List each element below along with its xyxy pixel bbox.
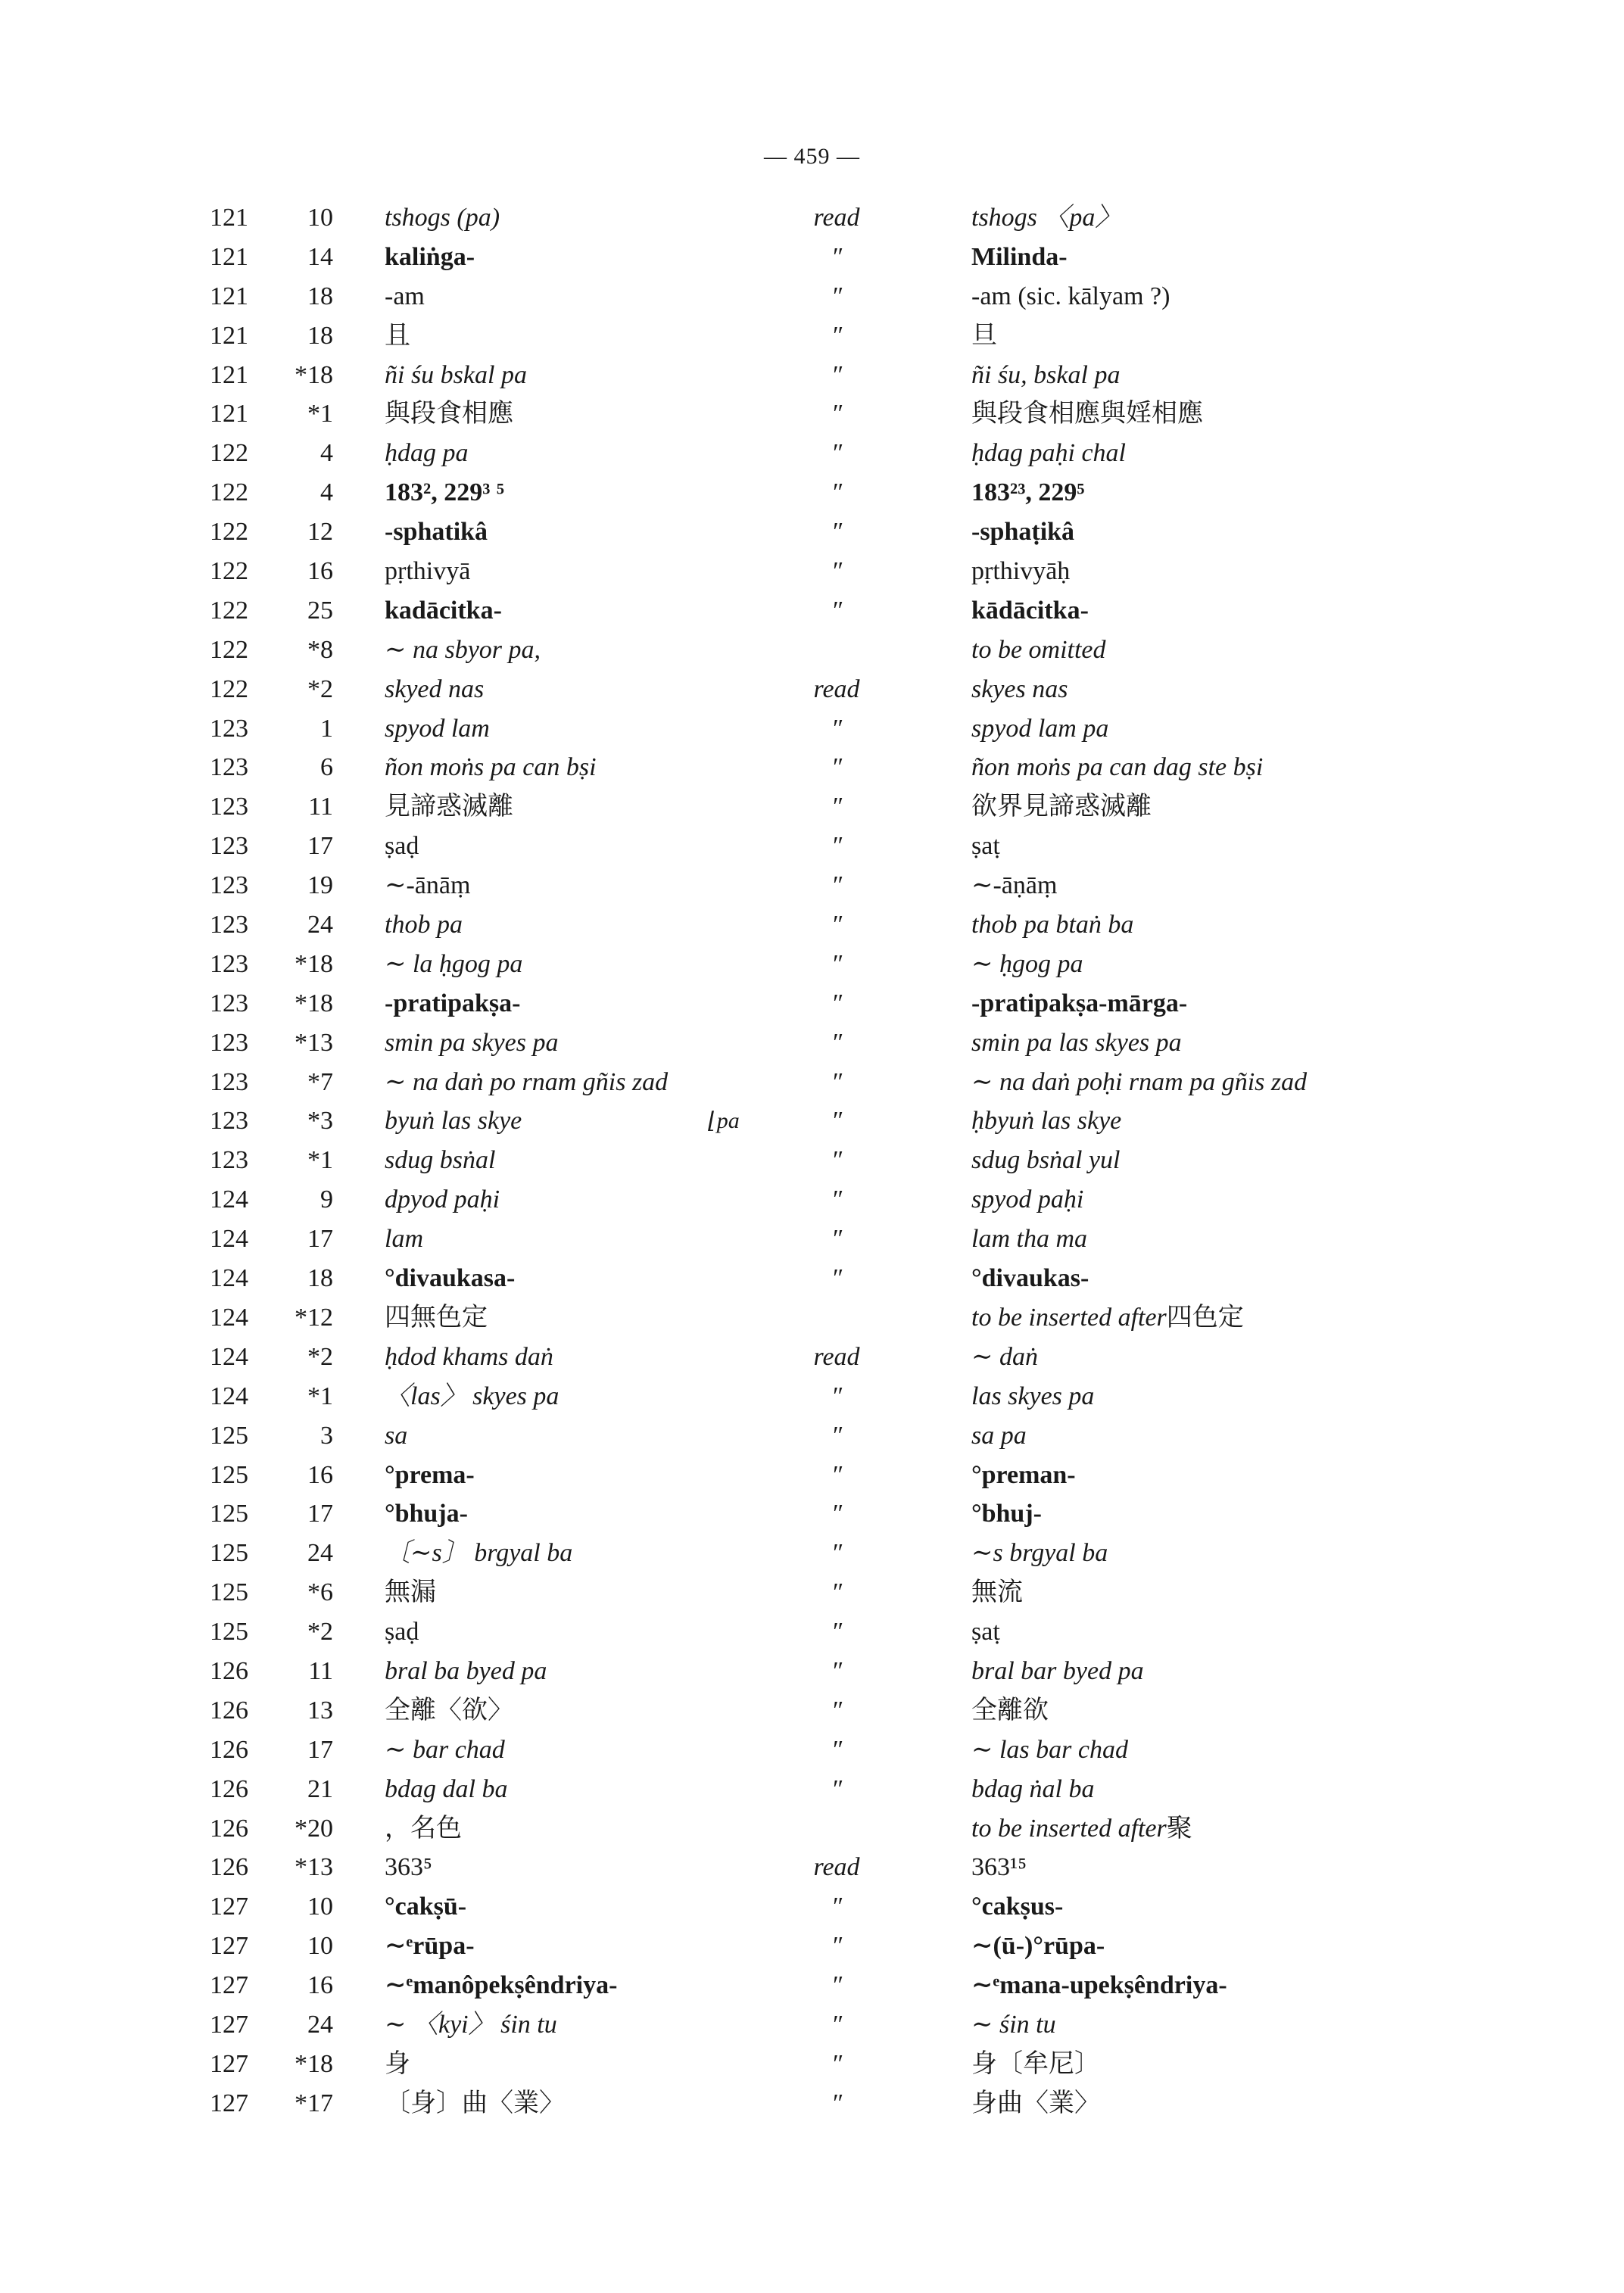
line-ref: 9 <box>320 1185 333 1214</box>
line-ref: *8 <box>307 635 333 664</box>
corrected-text: las skyes pa <box>971 1382 1095 1410</box>
read-mark: ″ <box>831 1578 843 1607</box>
line-ref: *18 <box>295 360 333 389</box>
original-text: lam <box>385 1225 423 1254</box>
line-ref: 14 <box>307 242 333 271</box>
line-ref: *18 <box>295 989 333 1017</box>
line-ref: 16 <box>307 1971 333 2000</box>
errata-row <box>0 1259 1624 1298</box>
original-text: -am <box>385 282 425 310</box>
read-mark: ″ <box>831 714 843 743</box>
page-ref: 122 <box>210 596 248 625</box>
read-mark: read <box>813 204 860 232</box>
errata-row <box>0 1456 1624 1495</box>
errata-row <box>0 1377 1624 1416</box>
page-ref: 123 <box>210 832 248 861</box>
page-ref: 122 <box>210 557 248 586</box>
page-ref: 121 <box>210 321 248 350</box>
original-text: sdug bsṅal <box>385 1146 496 1175</box>
original-text: 且 <box>385 321 410 350</box>
original-text: kadācitka- <box>385 596 502 625</box>
original-text: 〔身〕曲〈業〉 <box>385 2089 565 2117</box>
insertion-target: 四色定 <box>1166 1303 1244 1332</box>
corrected-text: 欲界見諦惑滅離 <box>971 793 1152 821</box>
line-ref: *7 <box>307 1067 333 1096</box>
line-ref: 3 <box>320 1421 333 1450</box>
errata-row <box>0 1691 1624 1731</box>
original-text: ∼ na daṅ po rnam gñis zad <box>385 1067 669 1096</box>
original-text: ，名色 <box>385 1814 462 1843</box>
original-text: 身 <box>385 2049 410 2078</box>
line-ref: *18 <box>295 2049 333 2078</box>
original-text: -sphatikâ <box>385 518 488 547</box>
original-text: dpyod paḥi <box>385 1185 500 1214</box>
line-ref: 18 <box>307 321 333 350</box>
errata-row <box>0 787 1624 827</box>
read-mark: ″ <box>831 1107 843 1136</box>
errata-row <box>0 1416 1624 1456</box>
line-ref: *6 <box>307 1578 333 1607</box>
original-text: ∼ bar chad <box>385 1735 505 1764</box>
corrected-text: sa pa <box>971 1421 1027 1450</box>
errata-row <box>0 1848 1624 1887</box>
read-mark: ″ <box>831 242 843 271</box>
read-mark: ″ <box>831 911 843 939</box>
read-mark: ″ <box>831 321 843 350</box>
original-text: thob pa <box>385 911 463 939</box>
read-mark: ″ <box>831 400 843 428</box>
page-ref: 127 <box>210 2089 248 2117</box>
corrected-text: ḥdag paḥi chal <box>971 439 1126 468</box>
line-ref: 18 <box>307 282 333 310</box>
read-mark: ″ <box>831 1067 843 1096</box>
original-text: ∼-ānāṃ <box>385 871 471 900</box>
read-mark: ″ <box>831 1893 843 1921</box>
line-ref: 10 <box>307 1932 333 1961</box>
page-ref: 127 <box>210 2010 248 2039</box>
line-ref: *2 <box>307 675 333 703</box>
corrected-text: 旦 <box>971 321 997 350</box>
errata-row <box>0 945 1624 984</box>
corrected-text: 身〔牟尼〕 <box>971 2049 1100 2078</box>
errata-row <box>0 473 1624 512</box>
corrected-text: ñi śu, bskal pa <box>971 360 1121 389</box>
read-mark: ″ <box>831 2089 843 2117</box>
corrected-text: ṣaṭ <box>971 832 1000 861</box>
errata-row <box>0 2005 1624 2045</box>
corrected-text: ḥbyuṅ las skye <box>971 1107 1122 1136</box>
corrected-text: pṛthivyāḥ <box>971 557 1071 586</box>
original-text: °bhuja- <box>385 1500 468 1528</box>
page-ref: 125 <box>210 1618 248 1647</box>
errata-table <box>0 198 1624 2123</box>
page-ref: 124 <box>210 1264 248 1293</box>
corrected-text: Milinda- <box>971 242 1068 271</box>
page-ref: 123 <box>210 949 248 978</box>
errata-row <box>0 827 1624 866</box>
line-ref: 1 <box>320 714 333 743</box>
original-text: ∼ 〈kyi〉 śin tu <box>385 2010 557 2039</box>
errata-row <box>0 552 1624 591</box>
errata-row <box>0 2045 1624 2084</box>
page-number: — 459 — <box>764 144 860 169</box>
read-mark: read <box>813 675 860 703</box>
errata-row <box>0 1809 1624 1849</box>
page-ref: 126 <box>210 1814 248 1843</box>
original-text: 183², 229³ ⁵ <box>385 478 505 507</box>
errata-row <box>0 905 1624 945</box>
errata-row <box>0 1220 1624 1259</box>
page-ref: 122 <box>210 675 248 703</box>
corrected-text: -am (sic. kālyam ?) <box>971 282 1170 310</box>
original-text: ṣaḍ <box>385 832 419 861</box>
line-ref: *13 <box>295 1853 333 1882</box>
read-mark: ″ <box>831 1656 843 1685</box>
corrected-text: to be inserted after 聚 <box>971 1809 1167 1849</box>
line-ref: *2 <box>307 1618 333 1647</box>
original-text: 全離〈欲〉 <box>385 1696 513 1724</box>
continuation-cue: ⌊pa <box>708 1108 740 1134</box>
read-mark: ″ <box>831 1932 843 1961</box>
page-ref: 127 <box>210 1893 248 1921</box>
original-text: sa <box>385 1421 408 1450</box>
original-text: ṣaḍ <box>385 1618 419 1647</box>
line-ref: 25 <box>307 596 333 625</box>
errata-row <box>0 591 1624 631</box>
corrected-text: °divaukas- <box>971 1264 1089 1293</box>
corrected-text: °cakṣus- <box>971 1893 1064 1921</box>
page-ref: 122 <box>210 478 248 507</box>
read-mark: ″ <box>831 282 843 310</box>
corrected-text: 363¹⁵ <box>971 1853 1027 1882</box>
errata-row <box>0 434 1624 473</box>
page-ref: 124 <box>210 1342 248 1371</box>
line-ref: *17 <box>295 2089 333 2117</box>
errata-row <box>0 1063 1624 1102</box>
original-text: ∼ na sbyor pa, <box>385 635 541 664</box>
line-ref: 21 <box>307 1774 333 1803</box>
original-text: bdag dal ba <box>385 1774 508 1803</box>
page-ref: 121 <box>210 242 248 271</box>
read-mark: ″ <box>831 1500 843 1528</box>
page-ref: 122 <box>210 635 248 664</box>
original-text: ñi śu bskal pa <box>385 360 527 389</box>
read-mark: ″ <box>831 1460 843 1489</box>
errata-row <box>0 1573 1624 1612</box>
read-mark: ″ <box>831 1696 843 1724</box>
corrected-text: 身曲〈業〉 <box>971 2089 1100 2117</box>
read-mark: ″ <box>831 1774 843 1803</box>
errata-row <box>0 277 1624 316</box>
read-mark: ″ <box>831 871 843 900</box>
line-ref: 11 <box>308 793 333 821</box>
read-mark: ″ <box>831 793 843 821</box>
read-mark: ″ <box>831 1971 843 2000</box>
errata-row <box>0 1141 1624 1180</box>
read-mark: ″ <box>831 1421 843 1450</box>
errata-row <box>0 1298 1624 1338</box>
line-ref: 6 <box>320 753 333 782</box>
line-ref: 13 <box>307 1696 333 1724</box>
line-ref: *18 <box>295 949 333 978</box>
corrected-text: 與段食相應與婬相應 <box>971 400 1203 428</box>
corrected-text: ∼ śin tu <box>971 2010 1056 2039</box>
corrected-text: spyod paḥi <box>971 1185 1084 1214</box>
line-ref: 11 <box>308 1656 333 1685</box>
corrected-text: thob pa btaṅ ba <box>971 911 1134 939</box>
corrected-text: 無流 <box>971 1578 1023 1607</box>
original-text: kaliṅga- <box>385 242 475 271</box>
corrected-text: °preman- <box>971 1460 1076 1489</box>
read-mark: ″ <box>831 1539 843 1568</box>
errata-row <box>0 866 1624 905</box>
corrected-text: ∼ las bar chad <box>971 1735 1128 1764</box>
page-ref: 126 <box>210 1656 248 1685</box>
read-mark: ″ <box>831 1735 843 1764</box>
read-mark: ″ <box>831 518 843 547</box>
line-ref: 4 <box>320 439 333 468</box>
errata-row <box>0 1494 1624 1534</box>
corrected-text: ñon moṅs pa can dag ste bṣi <box>971 753 1264 782</box>
errata-row <box>0 709 1624 749</box>
page-ref: 123 <box>210 1107 248 1136</box>
corrected-text: sdug bsṅal yul <box>971 1146 1121 1175</box>
page-ref: 125 <box>210 1421 248 1450</box>
page-ref: 124 <box>210 1382 248 1410</box>
errata-row <box>0 1101 1624 1141</box>
original-text: ḥdag pa <box>385 439 469 468</box>
line-ref: 4 <box>320 478 333 507</box>
original-text: -pratipakṣa- <box>385 989 521 1017</box>
errata-row <box>0 356 1624 395</box>
original-text: 與段食相應 <box>385 400 513 428</box>
read-mark: ″ <box>831 753 843 782</box>
read-mark: ″ <box>831 949 843 978</box>
errata-row <box>0 512 1624 552</box>
page-ref: 123 <box>210 714 248 743</box>
page-ref: 127 <box>210 1971 248 2000</box>
line-ref: *12 <box>295 1303 333 1332</box>
read-mark: ″ <box>831 2010 843 2039</box>
original-text: °divaukasa- <box>385 1264 516 1293</box>
original-text: spyod lam <box>385 714 490 743</box>
line-ref: 18 <box>307 1264 333 1293</box>
corrected-text: ∼(ū-)°rūpa- <box>971 1932 1105 1961</box>
errata-row <box>0 198 1624 238</box>
line-ref: *1 <box>307 400 333 428</box>
read-mark: read <box>813 1342 860 1371</box>
corrected-text: to be inserted after 四色定 <box>971 1298 1167 1338</box>
corrected-text: spyod lam pa <box>971 714 1109 743</box>
original-text: ñon moṅs pa can bṣi <box>385 753 597 782</box>
corrected-text: lam tha ma <box>971 1225 1087 1254</box>
original-text: bral ba byed pa <box>385 1656 547 1685</box>
line-ref: 12 <box>307 518 333 547</box>
read-mark: ″ <box>831 1264 843 1293</box>
line-ref: *13 <box>295 1028 333 1057</box>
line-ref: *1 <box>307 1382 333 1410</box>
corrected-text: smin pa las skyes pa <box>971 1028 1182 1057</box>
line-ref: *20 <box>295 1814 333 1843</box>
read-mark: ″ <box>831 2049 843 2078</box>
original-text: tshogs (pa) <box>385 204 500 232</box>
read-mark: ″ <box>831 1185 843 1214</box>
page-ref: 121 <box>210 282 248 310</box>
line-ref: 16 <box>307 1460 333 1489</box>
read-mark: ″ <box>831 360 843 389</box>
line-ref: 17 <box>307 1225 333 1254</box>
original-text: byuṅ las skye <box>385 1107 522 1136</box>
corrected-text: ∼ daṅ <box>971 1342 1038 1371</box>
corrected-text: tshogs 〈pa〉 <box>971 204 1121 232</box>
page-ref: 121 <box>210 400 248 428</box>
page-ref: 122 <box>210 518 248 547</box>
page-ref: 123 <box>210 871 248 900</box>
errata-row <box>0 1180 1624 1220</box>
page-ref: 124 <box>210 1185 248 1214</box>
original-text: 四無色定 <box>385 1303 488 1332</box>
line-ref: 17 <box>307 832 333 861</box>
page-ref: 126 <box>210 1735 248 1764</box>
page-ref: 125 <box>210 1578 248 1607</box>
read-mark: ″ <box>831 1382 843 1410</box>
errata-row <box>0 1338 1624 1377</box>
page-ref: 126 <box>210 1696 248 1724</box>
page-ref: 123 <box>210 1028 248 1057</box>
page-ref: 124 <box>210 1303 248 1332</box>
original-text: skyed nas <box>385 675 485 703</box>
line-ref: 24 <box>307 2010 333 2039</box>
page-ref: 122 <box>210 439 248 468</box>
corrected-text: to be omitted <box>971 635 1106 664</box>
corrected-text: ∼-āṇāṃ <box>971 871 1058 900</box>
errata-row <box>0 238 1624 277</box>
errata-row <box>0 1927 1624 1966</box>
line-ref: 10 <box>307 1893 333 1921</box>
read-mark: ″ <box>831 439 843 468</box>
original-text: ∼ᵉrūpa- <box>385 1932 475 1961</box>
original-text: °cakṣū- <box>385 1893 467 1921</box>
errata-row <box>0 2084 1624 2123</box>
original-text: 363⁵ <box>385 1853 432 1882</box>
errata-row <box>0 984 1624 1023</box>
corrected-text: kādācitka- <box>971 596 1089 625</box>
errata-row <box>0 1770 1624 1809</box>
corrected-text: bral bar byed pa <box>971 1656 1144 1685</box>
original-text: ḥdod khams daṅ <box>385 1342 553 1371</box>
errata-row <box>0 1887 1624 1927</box>
read-mark: ″ <box>831 1028 843 1057</box>
read-mark: ″ <box>831 557 843 586</box>
read-mark: read <box>813 1853 860 1882</box>
read-mark: ″ <box>831 1618 843 1647</box>
errata-row <box>0 748 1624 787</box>
line-ref: 24 <box>307 911 333 939</box>
corrected-text: °bhuj- <box>971 1500 1042 1528</box>
line-ref: 24 <box>307 1539 333 1568</box>
page-ref: 125 <box>210 1539 248 1568</box>
corrected-text: 全離欲 <box>971 1696 1049 1724</box>
page-ref: 127 <box>210 1932 248 1961</box>
insertion-target: 聚 <box>1166 1814 1192 1843</box>
page-ref: 125 <box>210 1460 248 1489</box>
read-mark: ″ <box>831 989 843 1017</box>
original-text: 無漏 <box>385 1578 436 1607</box>
line-ref: *3 <box>307 1107 333 1136</box>
corrected-text: ∼ᵉmana-upekṣêndriya- <box>971 1971 1227 2000</box>
line-ref: 17 <box>307 1500 333 1528</box>
errata-row <box>0 1023 1624 1063</box>
original-text: ∼ᵉmanôpekṣêndriya- <box>385 1971 618 2000</box>
page-ref: 127 <box>210 2049 248 2078</box>
original-text: ∼ la ḥgog pa <box>385 949 523 978</box>
errata-row <box>0 631 1624 670</box>
page-ref: 123 <box>210 793 248 821</box>
read-mark: ″ <box>831 478 843 507</box>
errata-row <box>0 1612 1624 1652</box>
errata-row <box>0 394 1624 434</box>
read-mark: ″ <box>831 596 843 625</box>
errata-row <box>0 1652 1624 1691</box>
read-mark: ″ <box>831 832 843 861</box>
line-ref: *2 <box>307 1342 333 1371</box>
errata-row <box>0 1731 1624 1770</box>
corrected-text: -sphaṭikâ <box>971 518 1075 547</box>
corrected-text: ∼s brgyal ba <box>971 1539 1108 1568</box>
page-ref: 123 <box>210 1067 248 1096</box>
original-text: 見諦惑滅離 <box>385 793 513 821</box>
corrected-text: 183²³, 229⁵ <box>971 478 1085 507</box>
page-ref: 123 <box>210 1146 248 1175</box>
page-ref: 126 <box>210 1853 248 1882</box>
corrected-text: ∼ ḥgog pa <box>971 949 1083 978</box>
line-ref: 10 <box>307 204 333 232</box>
page-ref: 126 <box>210 1774 248 1803</box>
original-text: °prema- <box>385 1460 475 1489</box>
line-ref: 19 <box>307 871 333 900</box>
corrected-text: ṣaṭ <box>971 1618 1000 1647</box>
page-ref: 125 <box>210 1500 248 1528</box>
read-mark: ″ <box>831 1225 843 1254</box>
read-mark: ″ <box>831 1146 843 1175</box>
line-ref: 17 <box>307 1735 333 1764</box>
corrected-text: -pratipakṣa-mārga- <box>971 989 1188 1017</box>
original-text: 〔∼s〕 brgyal ba <box>385 1539 573 1568</box>
page-ref: 121 <box>210 360 248 389</box>
errata-row <box>0 1966 1624 2005</box>
original-text: 〈las〉 skyes pa <box>385 1382 560 1410</box>
page-ref: 123 <box>210 911 248 939</box>
corrected-text: ∼ na daṅ poḥi rnam pa gñis zad <box>971 1067 1308 1096</box>
page-ref: 121 <box>210 204 248 232</box>
original-text: pṛthivyā <box>385 557 471 586</box>
line-ref: *1 <box>307 1146 333 1175</box>
page-ref: 123 <box>210 753 248 782</box>
page-ref: 124 <box>210 1225 248 1254</box>
original-text: smin pa skyes pa <box>385 1028 559 1057</box>
corrected-text: bdag ṅal ba <box>971 1774 1095 1803</box>
errata-row <box>0 1534 1624 1573</box>
corrected-text: skyes nas <box>971 675 1068 703</box>
line-ref: 16 <box>307 557 333 586</box>
errata-row <box>0 670 1624 709</box>
errata-row <box>0 316 1624 356</box>
page-ref: 123 <box>210 989 248 1017</box>
